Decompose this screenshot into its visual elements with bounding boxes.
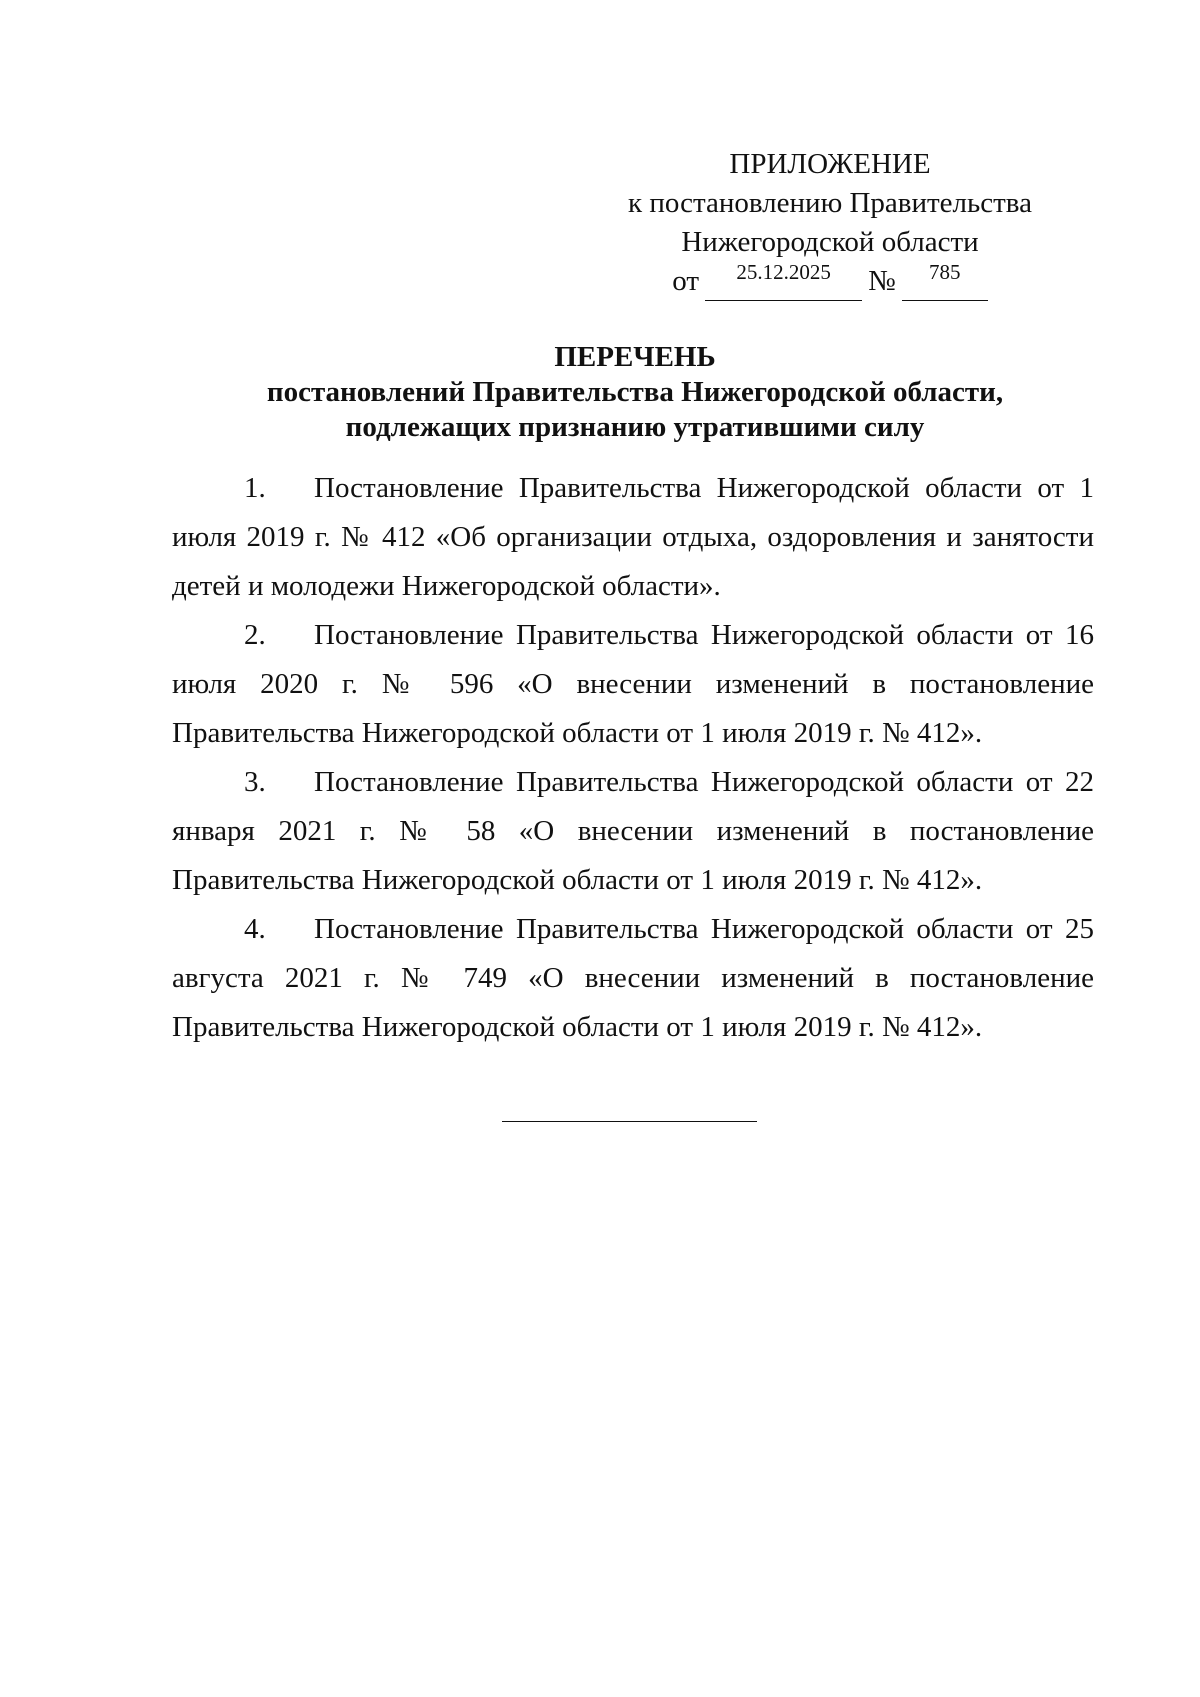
list-item xyxy=(172,611,1094,758)
title-line-2: постановлений Правительства Нижегородской области, xyxy=(266,376,1004,408)
list-item xyxy=(172,758,1094,905)
date-value: 25.12.2025 xyxy=(736,260,831,284)
appendix-heading: ПРИЛОЖЕНИЕ xyxy=(729,148,931,180)
appendix-date-row xyxy=(600,262,1060,301)
number-field xyxy=(902,260,988,301)
list-item-text: Постановление Правительства Нижегородской области от 16 июля 2020 г. № 596 «О внесении изменений в постановление Правительства Нижегородской области от 1 июля 2019 г. № 412». xyxy=(172,619,1094,749)
end-divider xyxy=(502,1121,757,1122)
list-item-number: 2. xyxy=(244,619,266,651)
title-line-3: подлежащих признанию утратившими силу xyxy=(345,411,925,443)
list-item xyxy=(172,464,1094,611)
title-line-1: ПЕРЕЧЕНЬ xyxy=(554,341,716,373)
list-item-number: 1. xyxy=(244,472,266,504)
appendix-block xyxy=(600,145,1060,301)
resolution-list xyxy=(172,464,1094,1052)
list-item-number: 3. xyxy=(244,766,266,798)
number-value: 785 xyxy=(928,260,961,284)
list-item-text: Постановление Правительства Нижегородской области от 1 июля 2019 г. № 412 «Об организации отдыха, оздоровления и занятости детей и молодежи Нижегородской области». xyxy=(172,472,1094,602)
list-item-text: Постановление Правительства Нижегородской области от 22 января 2021 г. № 58 «О внесении изменений в постановление Правительства Нижегородской области от 1 июля 2019 г. № 412». xyxy=(172,766,1094,896)
list-item-number: 4. xyxy=(244,913,266,945)
number-label: № xyxy=(868,265,896,297)
appendix-region: Нижегородской области xyxy=(681,226,979,258)
document-title xyxy=(160,340,1110,445)
list-item xyxy=(172,905,1094,1052)
list-item-text: Постановление Правительства Нижегородской области от 25 августа 2021 г. № 749 «О внесении изменений в постановление Правительства Нижегородской области от 1 июля 2019 г. № 412». xyxy=(172,913,1094,1043)
appendix-reference: к постановлению Правительства xyxy=(628,187,1032,219)
from-label: от xyxy=(672,265,700,297)
date-field xyxy=(705,260,862,301)
